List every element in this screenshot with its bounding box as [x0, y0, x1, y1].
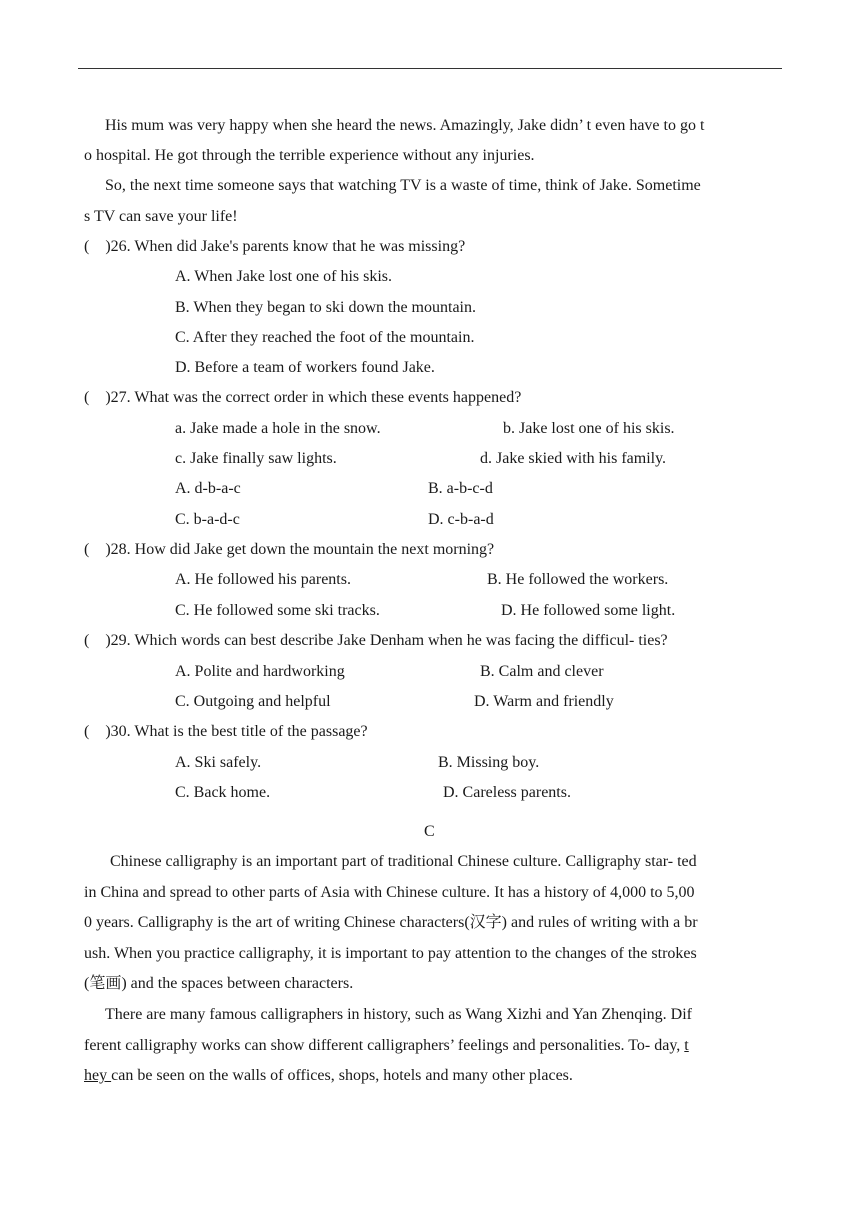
underlined-word: t: [684, 1037, 689, 1054]
question-30-option-d: D. Careless parents.: [443, 784, 571, 801]
question-30-stem: ( )30. What is the best title of the passage?: [84, 723, 368, 740]
section-heading: C: [424, 823, 435, 840]
passage-line: [84, 1036, 689, 1056]
question-29-stem: ( )29. Which words can best describe Jake Denham when he was facing the difficul- ties?: [84, 632, 668, 649]
question-27-event-d: d. Jake skied with his family.: [480, 450, 667, 467]
passage-line: 0 years. Calligraphy is the art of writing Chinese characters(汉字) and rules of writing with a br: [84, 914, 698, 931]
passage-text: can be seen on the walls of offices, shops, hotels and many other places.: [111, 1067, 573, 1084]
question-28-option-d: D. He followed some light.: [501, 602, 676, 619]
question-27-event-a: a. Jake made a hole in the snow.: [175, 420, 381, 437]
question-29-option-c: C. Outgoing and helpful: [175, 693, 331, 710]
question-27-option-c: C. b-a-d-c: [175, 511, 240, 528]
passage-line: (笔画) and the spaces between characters.: [84, 975, 354, 992]
question-27-event-b: b. Jake lost one of his skis.: [503, 420, 675, 437]
question-29-option-b: B. Calm and clever: [480, 663, 604, 680]
passage-line: There are many famous calligraphers in history, such as Wang Xizhi and Yan Zhenqing. Dif: [105, 1006, 693, 1023]
question-26-stem: ( )26. When did Jake's parents know that he was missing?: [84, 238, 466, 255]
question-28-option-c: C. He followed some ski tracks.: [175, 602, 380, 619]
question-30-option-c: C. Back home.: [175, 784, 271, 801]
passage-line: o hospital. He got through the terrible experience without any injuries.: [84, 147, 535, 164]
question-28-stem: ( )28. How did Jake get down the mountain the next morning?: [84, 541, 495, 558]
question-26-option-a: A. When Jake lost one of his skis.: [175, 268, 393, 285]
question-27-event-c: c. Jake finally saw lights.: [175, 450, 337, 467]
question-26-option-c: C. After they reached the foot of the mountain.: [175, 329, 475, 346]
question-26-option-d: D. Before a team of workers found Jake.: [175, 359, 435, 376]
passage-line: s TV can save your life!: [84, 208, 238, 225]
question-27-option-a: A. d-b-a-c: [175, 480, 241, 497]
question-27-option-b: B. a-b-c-d: [428, 480, 493, 497]
question-26-option-b: B. When they began to ski down the mountain.: [175, 299, 476, 316]
passage-line: ush. When you practice calligraphy, it is important to pay attention to the changes of the strokes: [84, 945, 697, 962]
passage-line: [84, 1066, 573, 1086]
question-27-option-d: D. c-b-a-d: [428, 511, 494, 528]
passage-line: So, the next time someone says that watching TV is a waste of time, think of Jake. Sometime: [105, 177, 701, 194]
passage-line: His mum was very happy when she heard the news. Amazingly, Jake didn’ t even have to go t: [105, 117, 705, 134]
header-rule: [78, 68, 782, 69]
question-29-option-d: D. Warm and friendly: [474, 693, 614, 710]
passage-text: ferent calligraphy works can show different calligraphers’ feelings and personalities. To- day,: [84, 1037, 685, 1054]
passage-line: in China and spread to other parts of Asia with Chinese culture. It has a history of 4,000 to 5,00: [84, 884, 695, 901]
underlined-word: hey: [84, 1067, 112, 1084]
question-30-option-b: B. Missing boy.: [438, 754, 540, 771]
question-28-option-b: B. He followed the workers.: [487, 571, 669, 588]
passage-line: Chinese calligraphy is an important part of traditional Chinese culture. Calligraphy star- ted: [110, 853, 697, 870]
question-29-option-a: A. Polite and hardworking: [175, 663, 345, 680]
question-30-option-a: A. Ski safely.: [175, 754, 262, 771]
question-27-stem: ( )27. What was the correct order in which these events happened?: [84, 389, 522, 406]
question-28-option-a: A. He followed his parents.: [175, 571, 351, 588]
